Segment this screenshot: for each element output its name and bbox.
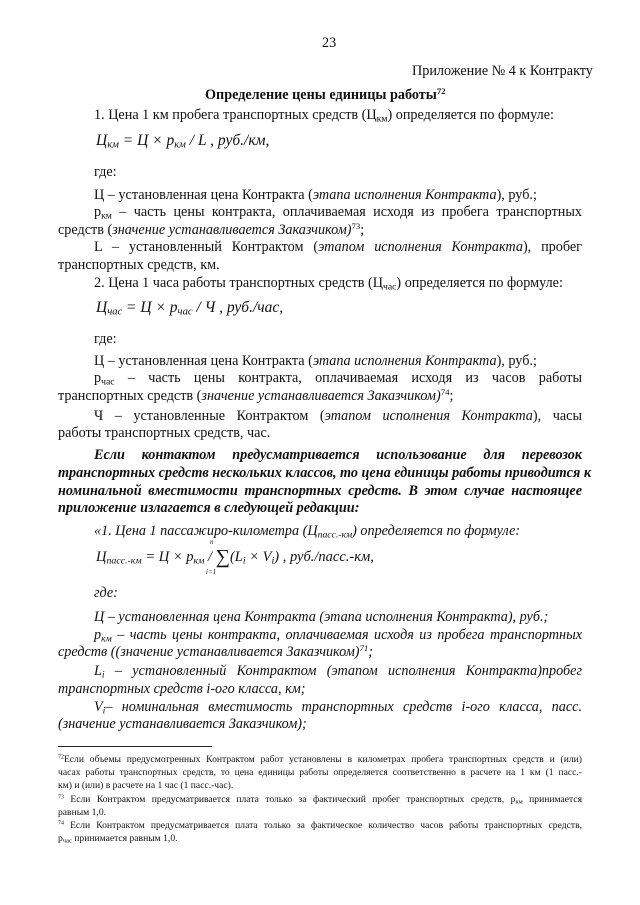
sum-symbol: ∑ [215,546,230,568]
where-label: где: [94,164,117,180]
section-3-heading: «1. Цена 1 пассажиро-километра $(Ц_{пасс.-км})$ определяется по формуле: [94,523,521,541]
page-title: Определение цены единицы работы$^{72}$ [205,86,446,103]
formula-price-per-pass-km: $Ц_{пасс.-км} = Ц \times p_{км} / \sum(L_i \times V_i)$ , руб./пасс.-км, [96,546,374,568]
definition-l-cont: транспортных средств, км. [58,257,220,273]
footnote-72-line-2: часах работы транспортных средств, то цена единицы работы определяется соответственно в расчете на 1 км (1 пасс.- [58,767,582,778]
definition-price-2: Ц – установленная цена Контракта (этапа исполнения Контракта), руб.; [94,353,537,369]
where-label-2: где: [94,331,117,347]
formula-price-per-km: $Ц_{км} = Ц \times p_{км} / L$ , руб./км, [96,132,270,151]
definition-l: L – установленный Контрактом (этапом исполнения Контракта), пробег [94,239,582,255]
footnote-separator [58,746,212,747]
sum-upper-limit: n [210,538,214,546]
note-line-1: Если контактом предусматривается использование для перевозок [94,447,582,463]
definition-p-km-3-cont: средств ((значение устанавливается Заказчиком)$^{71}$; [58,643,374,660]
definition-hours: Ч – установленные Контрактом (этапом исполнения Контракта), часы [94,408,582,424]
definition-p-km-cont: средств (значение устанавливается Заказчиком)$^{73}$; [58,221,365,238]
footnote-73-line-1: $^{73}$ Если Контрактом предусматривается плата только за фактический пробег транспортных средств, $р_{км}$ принимается [58,794,582,806]
definition-li-cont: транспортных средств i-ого класса, км; [58,681,306,697]
definition-p-hour: $р_{час}$ – часть цены контракта, оплачиваемая исходя из часов работы [94,370,582,388]
definition-p-hour-cont: транспортных средств (значение устанавливается Заказчиком)$^{74}$; [58,387,454,404]
footnote-73-line-2: равным 1,0. [58,807,107,818]
definition-price-3: Ц – установленная цена Контракта (этапа исполнения Контракта), руб.; [94,609,549,625]
appendix-label: Приложение № 4 к Контракту [412,63,593,79]
definition-p-km: $р_{км}$ – часть цены контракта, оплачиваемая исходя из пробега транспортных [94,204,582,222]
page-number: 23 [322,35,337,51]
definition-p-km-3: $р_{км}$ – часть цены контракта, оплачиваемая исходя из пробега транспортных [94,627,582,645]
where-label-3: где: [94,585,118,601]
definition-hours-cont: работы транспортных средств, час. [58,425,271,441]
definition-li: $L_i$ – установленный Контрактом (этапом исполнения Контракта)пробег [94,663,582,681]
footnote-74-line-1: $^{74}$ Если Контрактом предусматривается плата только за фактическое количество часов работы транспортных средств, [58,820,582,831]
formula-price-per-hour: $Ц_{час} = Ц \times p_{час} / Ч$ , руб./час, [96,299,284,318]
footnote-72-line-3: км) и (или) в расчете на 1 час (1 пасс.-час). [58,780,234,791]
footnote-74-line-2: $р_{час}$ принимается равным 1,0. [58,833,178,845]
section-2-heading: 2. Цена 1 часа работы транспортных средств $(Ц_{час})$ определяется по формуле: [94,275,563,293]
note-line-2: транспортных средств нескольких классов, то цена единицы работы приводится к [58,465,592,481]
definition-vi: $V_i-$ номинальная вместимость транспортных средств i-ого класса, пасс. [94,699,582,717]
note-line-4: приложение излагается в следующей редакции: [58,500,360,516]
sum-lower-limit: i=1 [206,568,217,576]
section-1-heading: 1. Цена 1 км пробега транспортных средств $(Ц_{км})$ определяется по формуле: [94,107,554,125]
definition-price: Ц – установленная цена Контракта (этапа исполнения Контракта), руб.; [94,187,537,203]
footnote-72-line-1: $^{72}$Если объемы предусмотренных Контрактом работ установлены в километрах пробега транспортных средств и (или) [58,754,582,765]
definition-vi-cont: (значение устанавливается Заказчиком); [58,716,307,732]
note-line-3: номинальной вместимости транспортных средств. В этом случае настоящее [58,483,582,499]
